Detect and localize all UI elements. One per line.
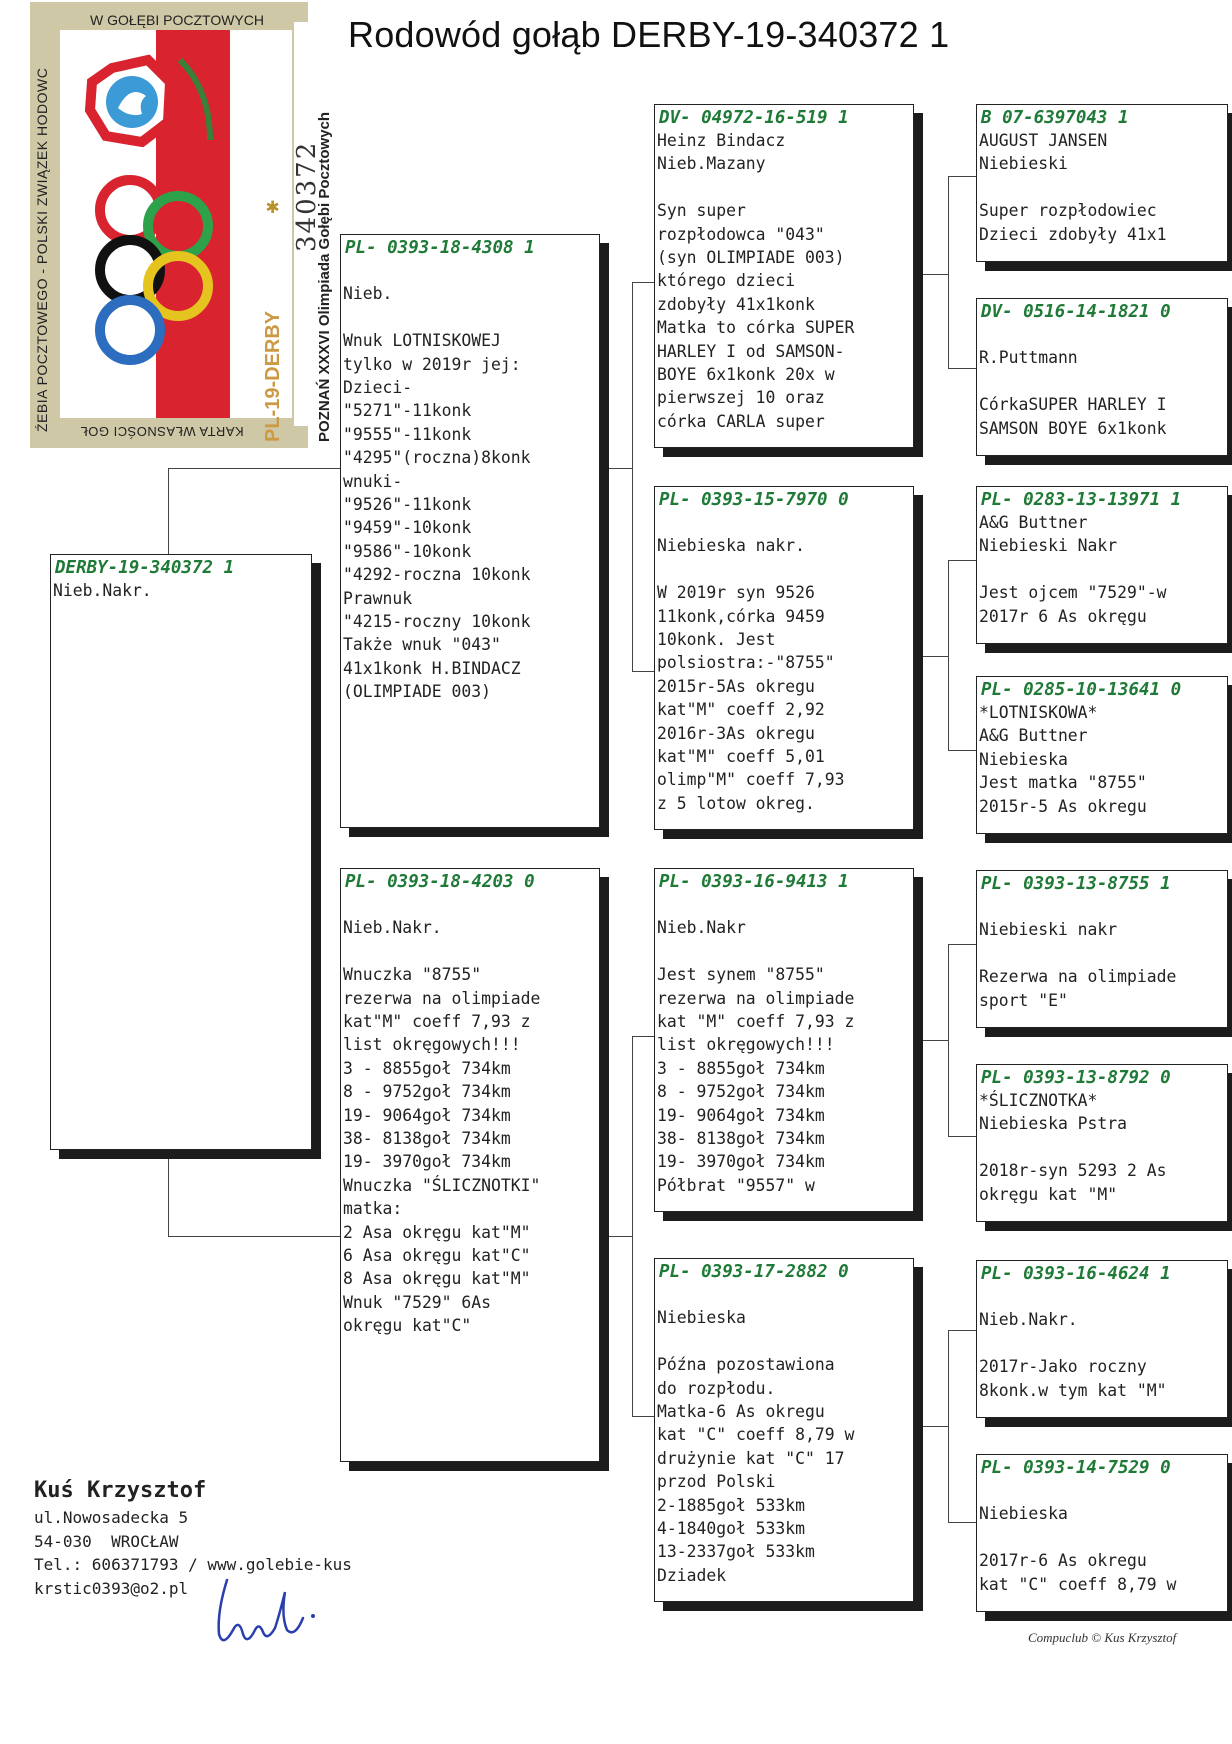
signature-icon	[205, 1572, 325, 1652]
note-line: rozpłodowca "043"	[657, 224, 825, 244]
note-line: "4215-roczny 10konk	[343, 612, 531, 632]
note-line	[343, 893, 599, 916]
race-card	[30, 2, 333, 448]
note-line: sport "E"	[979, 990, 1068, 1010]
note-line	[979, 895, 1227, 918]
owner-name: Kuś Krzysztof	[34, 1478, 207, 1503]
note-line: Niebieska	[979, 749, 1068, 769]
note-line: 2018r-syn 5293 2 As	[979, 1161, 1167, 1181]
note-line: 8 - 9752goł 734km	[343, 1082, 511, 1102]
pedigree-gen4-1	[976, 104, 1228, 262]
note-line: córka CARLA super	[657, 411, 825, 431]
note-line	[979, 323, 1227, 346]
pigeon-notes	[655, 893, 913, 1197]
note-line: Nieb.Nakr.	[979, 1310, 1078, 1330]
note-line	[979, 370, 1227, 393]
ring-number: PL- 0393-16-4624 1	[981, 1264, 1171, 1284]
note-line	[657, 1283, 913, 1306]
note-line: pierwszej 10 oraz	[657, 388, 825, 408]
note-line	[979, 1332, 1227, 1355]
note-line: 2015r-5 As okregu	[979, 796, 1147, 816]
note-line: "9555"-11konk	[343, 424, 472, 444]
pedigree-gen4-5	[976, 870, 1228, 1028]
page-title: Rodowód gołąb DERBY-19-340372 1	[348, 14, 950, 55]
note-line	[657, 893, 913, 916]
note-line	[979, 1285, 1227, 1308]
connector	[948, 944, 977, 1137]
note-line: 10konk. Jest	[657, 630, 776, 649]
note-line: 19- 3970goł 734km	[343, 1152, 511, 1172]
note-line: kat"M" coeff 5,01	[657, 747, 825, 767]
connector	[948, 560, 977, 751]
note-line: rezerwa na olimpiade	[343, 988, 541, 1008]
connector	[632, 282, 655, 469]
note-line: "9586"-10konk	[343, 541, 472, 561]
connector	[608, 1236, 632, 1237]
connector	[632, 1236, 633, 1416]
race-card-flag	[60, 30, 292, 418]
pigeon-notes	[977, 701, 1227, 818]
note-line: 11konk,córka 9459	[657, 606, 825, 626]
note-line: Jest ojcem "7529"-w	[979, 583, 1167, 603]
note-line: olimp"M" coeff 7,93	[657, 770, 845, 790]
note-line: 3 - 8855goł 734km	[343, 1058, 511, 1078]
note-line: 41x1konk H.BINDACZ	[343, 658, 521, 678]
note-line: wnuki-	[343, 471, 403, 491]
note-line: *ŚLICZNOTKA*	[979, 1091, 1098, 1110]
note-line: *LOTNISKOWA*	[979, 703, 1098, 722]
pedigree-gen3-1	[654, 104, 914, 448]
ring-number: PL- 0283-13-13971 1	[981, 490, 1182, 510]
note-line: Niebieska nakr.	[657, 536, 806, 556]
connector	[922, 274, 948, 275]
note-line: 2017r 6 As okręgu	[979, 606, 1147, 626]
note-line: A&G Buttner	[979, 726, 1088, 746]
note-line: "5271"-11konk	[343, 401, 472, 421]
card-ring-number: 340372	[292, 140, 322, 252]
note-line: 2-1885goł 533km	[657, 1495, 806, 1515]
note-line	[657, 176, 913, 199]
note-line: 2017r-Jako roczny	[979, 1357, 1147, 1377]
note-line: list okręgowych!!!	[343, 1035, 521, 1055]
note-line: kat "C" coeff 8,79 w	[979, 1574, 1177, 1594]
connector	[632, 1036, 655, 1237]
note-line: 4-1840goł 533km	[657, 1519, 806, 1539]
note-line: Jest matka "8755"	[979, 773, 1147, 793]
footer-credit: Compuclub © Kus Krzysztof	[1028, 1630, 1177, 1645]
note-line: Jest synem "8755"	[657, 965, 825, 985]
note-line: 8konk.w tym kat "M"	[979, 1380, 1167, 1400]
note-line: okręgu kat "M"	[979, 1184, 1118, 1204]
note-line: Dzieci zdobyły 41x1	[979, 224, 1167, 244]
connector	[922, 1040, 948, 1041]
note-line: Także wnuk "043"	[343, 635, 501, 655]
owner-address: ul.Nowosadecka 5	[34, 1508, 189, 1527]
pedigree-gen3-4	[654, 1258, 914, 1602]
note-line: którego dzieci	[657, 271, 796, 291]
connector	[948, 1136, 976, 1137]
pigeon-notes	[977, 1089, 1227, 1206]
note-line: Dzieci-	[343, 378, 413, 397]
note-line: 19- 9064goł 734km	[657, 1105, 825, 1125]
note-line: Wnuk LOTNISKOWEJ	[343, 331, 501, 351]
pedigree-gen4-2	[976, 298, 1228, 456]
note-line: Niebieski	[979, 154, 1068, 174]
pigeon-notes	[977, 1479, 1227, 1596]
connector	[168, 1236, 340, 1237]
note-line: do rozpłodu.	[657, 1378, 776, 1398]
pigeon-notes	[655, 129, 913, 433]
pigeon-notes	[655, 1283, 913, 1587]
card-side-text: ŹEBIA POCZTOWEGO - POLSKI ZWIĄZEK HODOWC	[34, 67, 50, 432]
card-bottom-text: KARTA WŁASNOŚCI GOŁ	[80, 424, 244, 439]
pedigree-gen4-8	[976, 1454, 1228, 1612]
pigeon-notes	[341, 893, 599, 1338]
note-line: rezerwa na olimpiade	[657, 988, 855, 1008]
note-line: "9526"-11konk	[343, 495, 472, 515]
note-line: Wnuczka "8755"	[343, 965, 482, 985]
note-line: Wnuczka "ŚLICZNOTKI"	[343, 1175, 541, 1195]
star-icon: ✱	[266, 194, 280, 219]
pigeon-notes	[51, 579, 311, 602]
note-line: list okręgowych!!!	[657, 1035, 835, 1055]
note-line: "4292-roczna 10konk	[343, 565, 531, 585]
note-line	[657, 940, 913, 963]
olympic-rings-icon	[60, 30, 292, 418]
note-line	[343, 259, 599, 282]
ring-number: B 07-6397043 1	[981, 108, 1129, 128]
connector	[948, 1522, 976, 1523]
pedigree-gen4-6	[976, 1064, 1228, 1222]
note-line: Prawnuk	[343, 588, 413, 608]
pedigree-subject	[50, 554, 312, 1150]
connector	[168, 468, 341, 555]
pedigree-gen4-4	[976, 676, 1228, 834]
note-line: 19- 3970goł 734km	[657, 1152, 825, 1172]
note-line: 3 - 8855goł 734km	[657, 1058, 825, 1078]
pigeon-notes	[977, 511, 1227, 628]
note-line: 6 Asa okręgu kat"C"	[343, 1246, 531, 1266]
note-line	[979, 558, 1227, 581]
connector	[632, 468, 633, 671]
ring-number: DERBY-19-340372 1	[55, 558, 235, 578]
pigeon-notes	[977, 129, 1227, 246]
note-line: 2016r-3As okregu	[657, 723, 815, 743]
note-line: 19- 9064goł 734km	[343, 1105, 511, 1125]
note-line: Półbrat "9557" w	[657, 1175, 815, 1195]
note-line: Matka to córka SUPER	[657, 318, 855, 338]
note-line: SAMSON BOYE 6x1konk	[979, 418, 1167, 438]
note-line: Niebieska Pstra	[979, 1114, 1128, 1134]
connector	[632, 1416, 654, 1417]
owner-email: krstic0393@o2.pl	[34, 1578, 189, 1598]
pedigree-dam	[340, 868, 600, 1462]
note-line: Rezerwa na olimpiade	[979, 967, 1177, 987]
ring-number: PL- 0393-13-8792 0	[981, 1068, 1171, 1088]
note-line: kat"M" coeff 7,93 z	[343, 1012, 531, 1031]
note-line	[979, 176, 1227, 199]
pedigree-gen3-2	[654, 486, 914, 830]
note-line	[979, 942, 1227, 965]
note-line: Nieb.Mazany	[657, 154, 766, 174]
note-line: z 5 lotow okreg.	[657, 793, 815, 813]
pedigree-sire	[340, 234, 600, 828]
note-line: (syn OLIMPIADE 003)	[657, 248, 845, 268]
note-line: kat "C" coeff 8,79 w	[657, 1425, 855, 1445]
note-line: Nieb.	[343, 284, 393, 304]
note-line	[657, 1330, 913, 1353]
note-line: Super rozpłodowiec	[979, 201, 1157, 221]
ring-number: PL- 0393-17-2882 0	[659, 1262, 849, 1282]
ring-number: PL- 0285-10-13641 0	[981, 680, 1182, 700]
note-line: tylko w 2019r jej:	[343, 354, 521, 374]
note-line: Wnuk "7529" 6As	[343, 1292, 492, 1312]
note-line: 13-2337goł 533km	[657, 1542, 815, 1562]
note-line: Nieb.Nakr.	[53, 581, 152, 600]
pigeon-notes	[341, 259, 599, 704]
ring-number: PL- 0393-18-4308 1	[345, 238, 535, 258]
ring-number: DV- 04972-16-519 1	[659, 108, 849, 128]
note-line: Niebieska	[979, 1504, 1068, 1524]
ring-number: PL- 0393-18-4203 0	[345, 872, 535, 892]
note-line: "4295"(roczna)8konk	[343, 448, 531, 468]
note-line: HARLEY I od SAMSON-	[657, 341, 845, 361]
note-line: "9459"-10konk	[343, 518, 472, 538]
connector	[632, 671, 654, 672]
note-line: Heinz Bindacz	[657, 131, 786, 150]
note-line: Nieb.Nakr.	[343, 918, 442, 938]
note-line: CórkaSUPER HARLEY I	[979, 395, 1167, 415]
note-line: W 2019r syn 9526	[657, 583, 815, 603]
note-line: polsiostra:-"8755"	[657, 653, 835, 673]
ring-number: PL- 0393-16-9413 1	[659, 872, 849, 892]
note-line: Późna pozostawiona	[657, 1355, 835, 1375]
note-line: Niebieski Nakr	[979, 536, 1118, 556]
connector	[948, 1330, 977, 1523]
note-line	[979, 1526, 1227, 1549]
note-line: drużynie kat "C" 17	[657, 1448, 845, 1468]
note-line: Dziadek	[657, 1565, 727, 1585]
ring-number: PL- 0393-15-7970 0	[659, 490, 849, 510]
note-line: (OLIMPIADE 003)	[343, 682, 492, 702]
note-line	[979, 1136, 1227, 1159]
note-line: 8 - 9752goł 734km	[657, 1082, 825, 1102]
note-line: 38- 8138goł 734km	[657, 1129, 825, 1149]
pedigree-gen4-3	[976, 486, 1228, 644]
note-line: 38- 8138goł 734km	[343, 1129, 511, 1149]
note-line: Nieb.Nakr	[657, 918, 746, 938]
note-line: kat "M" coeff 7,93 z	[657, 1012, 855, 1031]
note-line: AUGUST JANSEN	[979, 131, 1108, 150]
connector	[948, 368, 976, 369]
pigeon-notes	[977, 895, 1227, 1012]
pedigree-gen3-3	[654, 868, 914, 1212]
note-line: zdobyły 41x1konk	[657, 294, 815, 314]
ring-number: PL- 0393-14-7529 0	[981, 1458, 1171, 1478]
note-line	[343, 940, 599, 963]
note-line: Matka-6 As okregu	[657, 1402, 825, 1421]
note-line: Niebieska	[657, 1308, 746, 1328]
card-olympiad-text: POZNAŃ XXXVI Olimpiada Gołębi Pocztowych	[316, 111, 333, 442]
connector	[948, 176, 977, 369]
note-line: kat"M" coeff 2,92	[657, 700, 825, 720]
card-derby-label: PL-19-DERBY	[262, 310, 284, 442]
ring-number: DV- 0516-14-1821 0	[981, 302, 1171, 322]
note-line	[343, 306, 599, 329]
connector	[922, 1426, 948, 1427]
pedigree-gen4-7	[976, 1260, 1228, 1418]
owner-city: 54-030 WROCŁAW	[34, 1531, 179, 1551]
note-line: A&G Buttner	[979, 513, 1088, 532]
pigeon-notes	[977, 323, 1227, 440]
note-line: matka:	[343, 1199, 403, 1219]
note-line: Niebieski nakr	[979, 920, 1118, 940]
note-line: 2 Asa okręgu kat"M"	[343, 1222, 531, 1242]
note-line: 2017r-6 As okregu	[979, 1551, 1147, 1571]
note-line: 8 Asa okręgu kat"M"	[343, 1269, 531, 1289]
connector	[948, 750, 976, 751]
note-line: 2015r-5As okregu	[657, 676, 815, 696]
note-line: przod Polski	[657, 1472, 776, 1492]
connector	[608, 468, 632, 469]
note-line	[657, 511, 913, 534]
note-line: Syn super	[657, 201, 746, 221]
connector	[922, 656, 948, 657]
note-line: R.Puttmann	[979, 348, 1078, 368]
owner-phone-web: Tel.: 606371793 / www.golebie-kus	[34, 1555, 352, 1574]
pigeon-notes	[655, 511, 913, 815]
pigeon-notes	[977, 1285, 1227, 1402]
note-line	[979, 1479, 1227, 1502]
card-top-text: W GOŁĘBI POCZTOWYCH	[90, 12, 264, 28]
note-line	[657, 558, 913, 581]
note-line: okręgu kat"C"	[343, 1316, 472, 1336]
ring-number: PL- 0393-13-8755 1	[981, 874, 1171, 894]
note-line: BOYE 6x1konk 20x w	[657, 365, 835, 385]
